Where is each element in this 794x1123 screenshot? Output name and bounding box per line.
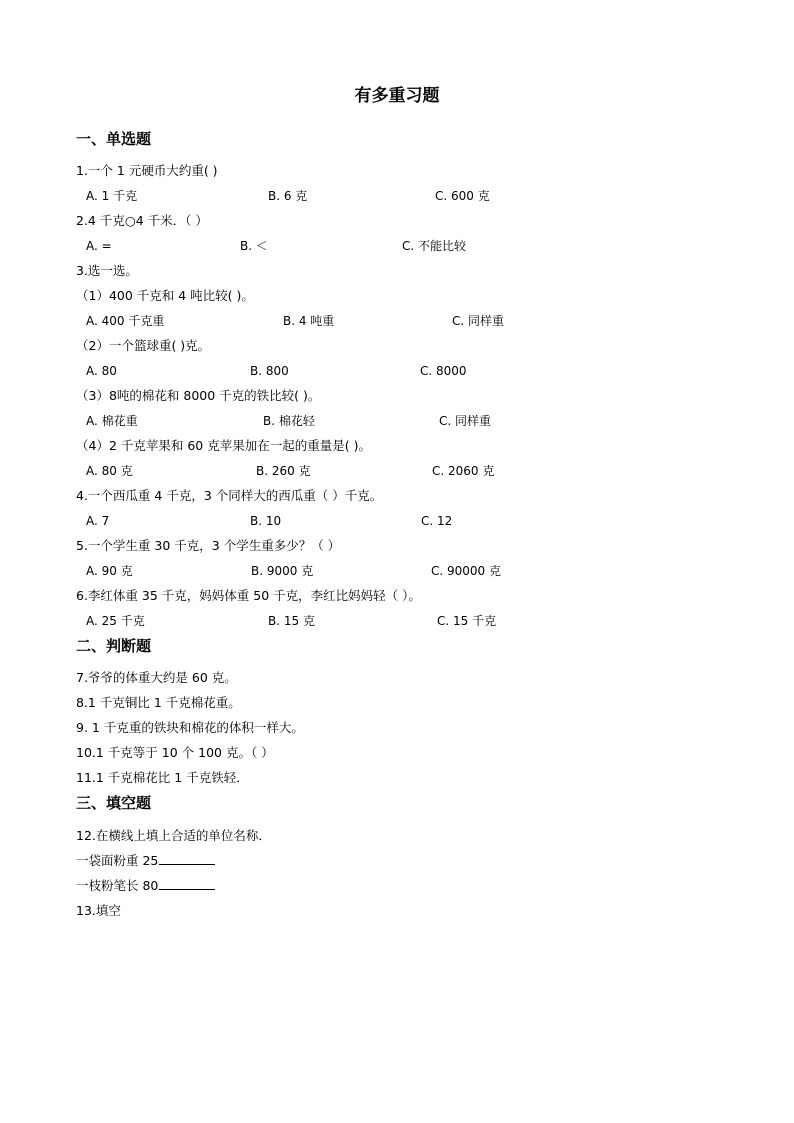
- question-5-options: [86, 562, 726, 580]
- option-b: B. 10: [250, 514, 282, 528]
- option-c: C. 600 克: [435, 189, 490, 203]
- question-4-options: [86, 512, 726, 530]
- option-b: B. 6 克: [268, 189, 308, 203]
- option-c: C. 2060 克: [432, 464, 495, 478]
- question-5: 5.一个学生重 30 千克，3 个学生重多少？（ ）: [76, 538, 341, 553]
- option-b: B. 800: [250, 364, 289, 378]
- section-heading-single-choice: 一、单选题: [76, 130, 152, 148]
- question-8: 8.1 千克铜比 1 千克棉花重。: [76, 695, 241, 710]
- option-b: B. 15 克: [268, 614, 315, 628]
- question-3-sub-3: （3）8吨的棉花和 8000 千克的铁比较( )。: [76, 388, 321, 403]
- question-7: 7.爷爷的体重大约是 60 克。: [76, 670, 237, 685]
- option-a: A. 棉花重: [86, 414, 138, 428]
- option-b: B. ＜: [240, 239, 268, 253]
- question-13: 13.填空: [76, 903, 121, 918]
- option-c: C. 15 千克: [437, 614, 497, 628]
- option-c: C. 90000 克: [431, 564, 501, 578]
- question-3-sub-1: （1）400 千克和 4 吨比较( )。: [76, 288, 254, 303]
- answer-blank[interactable]: [159, 852, 215, 865]
- question-4: 4.一个西瓜重 4 千克，3 个同样大的西瓜重（ ）千克。: [76, 488, 383, 503]
- option-c: C. 8000: [420, 364, 467, 378]
- question-1-options: [86, 187, 726, 205]
- question-6-options: [86, 612, 726, 630]
- question-3-sub-2: （2）一个篮球重( )克。: [76, 338, 211, 353]
- question-3-sub-4: （4）2 千克苹果和 60 克苹果加在一起的重量是( )。: [76, 438, 371, 453]
- option-a: A. 7: [86, 514, 110, 528]
- question-6: 6.李红体重 35 千克，妈妈体重 50 千克，李红比妈妈轻（ ）。: [76, 588, 421, 603]
- option-a: A. 1 千克: [86, 189, 138, 203]
- question-2-options: [86, 237, 726, 255]
- option-c: C. 不能比较: [402, 239, 467, 253]
- question-12: 12.在横线上填上合适的单位名称．: [76, 828, 271, 843]
- answer-blank[interactable]: [159, 877, 215, 890]
- question-3-sub-4-options: [86, 462, 726, 480]
- question-12-line-1-text: 一袋面粉重 25: [76, 853, 159, 868]
- option-b: B. 9000 克: [251, 564, 314, 578]
- question-3-sub-3-options: [86, 412, 726, 430]
- question-9: 9. 1 千克重的铁块和棉花的体积一样大。: [76, 720, 304, 735]
- question-1: 1.一个 1 元硬币大约重( ): [76, 163, 218, 178]
- option-c: C. 同样重: [439, 414, 492, 428]
- question-3-sub-2-options: [86, 362, 726, 380]
- option-b: B. 4 吨重: [283, 314, 335, 328]
- option-a: A. 25 千克: [86, 614, 145, 628]
- question-11: 11.1 千克棉花比 1 千克铁轻．: [76, 770, 249, 785]
- section-heading-true-false: 二、判断题: [76, 637, 152, 655]
- question-3-sub-1-options: [86, 312, 726, 330]
- question-3: 3.选一选。: [76, 263, 138, 278]
- option-a: A. 400 千克重: [86, 314, 165, 328]
- question-12-line-2-text: 一枝粉笔长 80: [76, 878, 159, 893]
- option-a: A. =: [86, 239, 112, 253]
- option-c: C. 同样重: [452, 314, 505, 328]
- section-heading-fill-blank: 三、填空题: [76, 794, 152, 812]
- option-a: A. 80: [86, 364, 117, 378]
- option-a: A. 80 克: [86, 464, 133, 478]
- page-title: 有多重习题: [354, 86, 440, 106]
- question-12-line-1: [76, 852, 215, 870]
- question-2: 2.4 千克○4 千米．（ ）: [76, 213, 208, 228]
- option-c: C. 12: [421, 514, 453, 528]
- question-10: 10.1 千克等于 10 个 100 克。（ ）: [76, 745, 274, 760]
- option-b: B. 棉花轻: [263, 414, 315, 428]
- question-12-line-2: [76, 877, 215, 895]
- option-b: B. 260 克: [256, 464, 311, 478]
- option-a: A. 90 克: [86, 564, 133, 578]
